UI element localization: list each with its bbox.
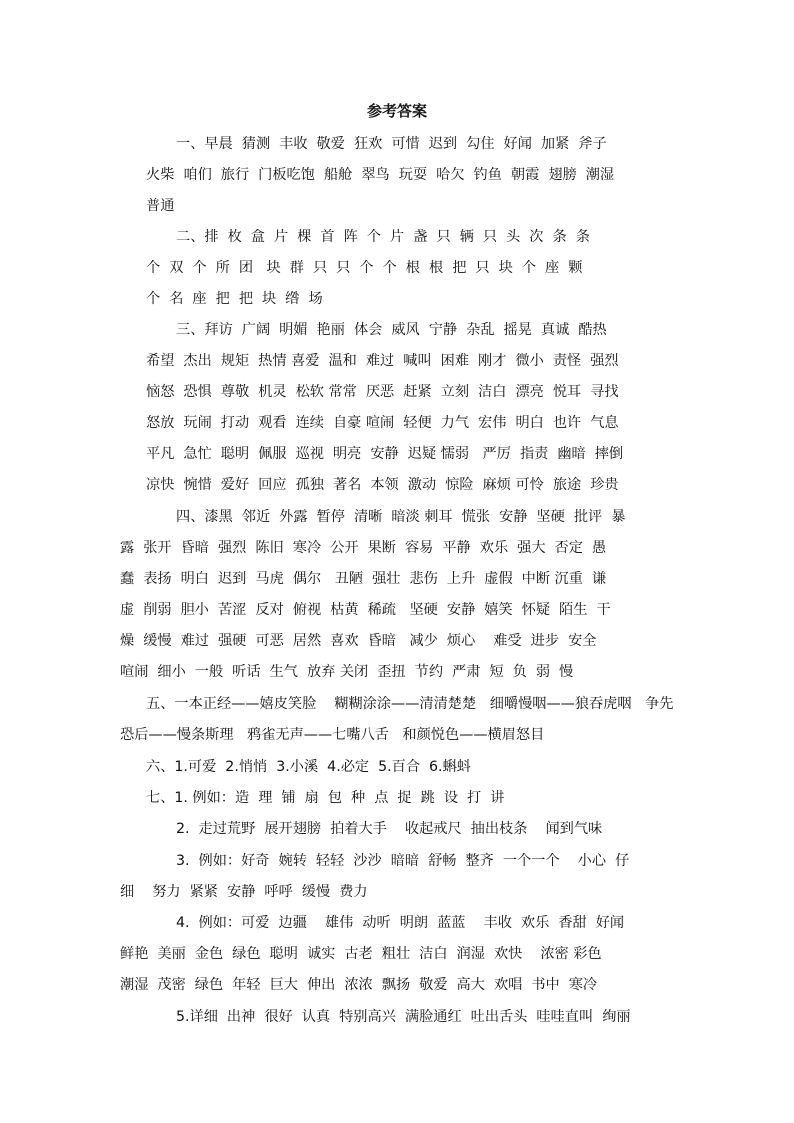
answer-line: 蠢 表扬 明白 迟到 马虎 偶尔 丑陋 强壮 悲伤 上升 虚假 中断 沉重 谦	[120, 571, 607, 587]
answer-line: 个 名 座 把 把 块 绺 场	[146, 291, 323, 307]
answer-line: 3. 例如：好奇 婉转 轻轻 沙沙 暗暗 舒畅 整齐 一个一个 小心 仔	[176, 853, 630, 869]
answer-line: 虚 削弱 胆小 苦涩 反对 俯视 枯黄 稀疏 坚硬 安静 嬉笑 怀疑 陌生 干	[120, 602, 611, 618]
answer-line: 凉快 惋惜 爱好 回应 孤独 著名 本领 激动 惊险 麻烦 可怜 旅途 珍贵	[146, 477, 619, 493]
answer-line: 普通	[146, 198, 175, 214]
answer-line: 一、早晨 猜测 丰收 敬爱 狂欢 可惜 迟到 勾住 好闻 加紧 斧子	[176, 136, 607, 152]
answer-line: 鲜艳 美丽 金色 绿色 聪明 诚实 古老 粗壮 洁白 润湿 欢快 浓密 彩色	[120, 946, 602, 962]
answer-line: 二、排 枚 盒 片 棵 首 阵 个 片 盏 只 辆 只 头 次 条 条	[176, 229, 590, 245]
answer-line: 七、1. 例如：造 理 铺 扇 包 种 点 捉 跳 设 打 讲	[146, 790, 505, 806]
answer-line: 喧闹 细小 一般 听话 生气 放弃 关闭 歪扭 节约 严肃 短 负 弱 慢	[120, 664, 574, 680]
answer-line: 希望 杰出 规矩 热情 喜爱 温和 难过 喊叫 困难 刚才 微小 责怪 强烈	[146, 353, 619, 369]
answer-line: 露 张开 昏暗 强烈 陈旧 寒冷 公开 果断 容易 平静 欢乐 强大 否定 愚	[120, 540, 607, 556]
answer-line: 2. 走过荒野 展开翅膀 拍着大手 收起戒尺 抽出枝条 闻到气味	[176, 821, 603, 837]
answer-line: 四、漆黑 邻近 外露 暂停 清晰 暗淡 刺耳 慌张 安静 坚硬 批评 暴	[176, 509, 626, 525]
answer-line: 细 努力 紧紧 安静 呼呼 缓慢 费力	[120, 884, 368, 900]
answer-line: 潮湿 茂密 绿色 年轻 巨大 伸出 浓浓 飘扬 敬爱 高大 欢唱 书中 寒冷	[120, 977, 598, 993]
answer-line: 4. 例如：可爱 边疆 雄伟 动听 明朗 蓝蓝 丰收 欢乐 香甜 好闻	[176, 915, 625, 931]
answer-line: 恼怒 恐惧 尊敬 机灵 松软 常常 厌恶 赶紧 立刻 洁白 漂亮 悦耳 寻找	[146, 384, 619, 400]
answer-line: 平凡 急忙 聪明 佩服 巡视 明亮 安静 迟疑 懦弱 严厉 指责 幽暗 摔倒	[146, 446, 624, 462]
answer-line: 个 双 个 所 团 块 群 只 只 个 个 根 根 把 只 块 个 座 颗	[146, 260, 583, 276]
answer-line: 恐后——慢条斯理 鸦雀无声——七嘴八舌 和颜悦色——横眉怒目	[120, 727, 545, 743]
answer-line: 燥 缓慢 难过 强硬 可恶 居然 喜欢 昏暗 减少 烦心 难受 进步 安全	[120, 633, 597, 649]
answer-line: 五、一本正经——嬉皮笑脸 糊糊涂涂——清清楚楚 细嚼慢咽——狼吞虎咽 争先	[146, 696, 674, 712]
answer-line: 六、1.可爱 2.悄悄 3.小溪 4.必定 5.百合 6.蝌蚪	[146, 759, 471, 775]
answer-line: 火柴 咱们 旅行 门板吃饱 船舱 翠鸟 玩耍 哈欠 钓鱼 朝霞 翅膀 潮湿	[146, 167, 615, 183]
answer-line: 5.详细 出神 很好 认真 特别高兴 满脸通红 吐出舌头 哇哇直叫 绚丽	[176, 1009, 631, 1025]
answer-line: 三、拜访 广阔 明媚 艳丽 体会 威风 宁静 杂乱 摇晃 真诚 酷热	[176, 322, 607, 338]
page-title: 参考答案	[366, 102, 427, 120]
answer-line: 怒放 玩闹 打动 观看 连续 自豪 喧闹 轻便 力气 宏伟 明白 也许 气息	[146, 415, 619, 431]
